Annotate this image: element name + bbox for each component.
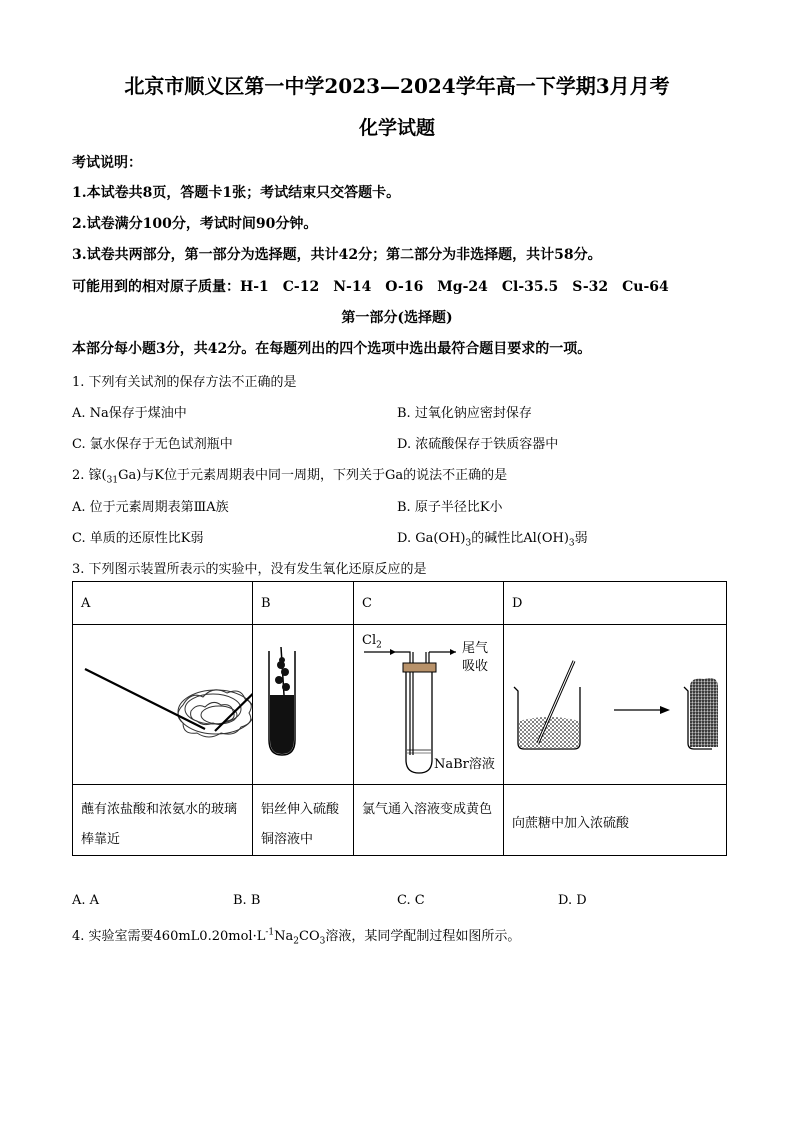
figure-c-cell — [354, 625, 504, 785]
table-header-d: D — [504, 582, 727, 625]
caption-d: 向蔗糖中加入浓硫酸 — [504, 785, 727, 856]
caption-c: 氯气通入溶液变成黄色 — [354, 785, 504, 856]
q1-option-b: B. 过氧化钠应密封保存 — [397, 406, 532, 421]
q2-option-c: C. 单质的还原性比K弱 — [72, 531, 204, 546]
q2-stem: 2. 镓$(_{31}Ga)$与K位于元素周期表中同一周期，下列关于Ga的说法不正确的是 — [72, 468, 508, 486]
table-header-a: A — [73, 582, 253, 625]
q2-option-a: A. 位于元素周期表第ⅢA族 — [72, 500, 229, 515]
instruction-item: 2.试卷满分100分，考试时间90分钟。 — [72, 216, 318, 232]
part1-intro: 本部分每小题3分，共42分。在每题列出的四个选项中选出最符合题目要求的一项。 — [72, 341, 592, 357]
q3-stem: 3. 下列图示装置所表示的实验中，没有发生氧化还原反应的是 — [72, 562, 427, 577]
cl2-label: $Cl_2$ — [362, 633, 382, 651]
q3-option-d: D. D — [558, 893, 587, 908]
nabr-label: NaBr溶液 — [434, 757, 495, 772]
caption-b: 铝丝伸入硫酸铜溶液中 — [253, 785, 354, 856]
instruction-item: 1.本试卷共8页，答题卡1张；考试结束只交答题卡。 — [72, 185, 401, 201]
tail-gas-label: 尾气 — [462, 641, 489, 656]
q1-option-a: A. Na保存于煤油中 — [72, 406, 187, 421]
q2-option-d: D. $Ga(OH)_3$的碱性比$Al(OH)_3$弱 — [397, 531, 588, 549]
q3-option-b: B. B — [233, 893, 261, 908]
figure-a-cell — [73, 625, 253, 785]
instruction-item: 3.试卷共两部分，第一部分为选择题，共计42分；第二部分为非选择题，共计58分。 — [72, 247, 602, 263]
part1-title: 第一部分(选择题) — [341, 310, 453, 326]
exam-subtitle: 化学试题 — [358, 117, 435, 139]
q1-stem: 1. 下列有关试剂的保存方法不正确的是 — [72, 375, 297, 390]
caption-a: 蘸有浓盐酸和浓氨水的玻璃棒靠近 — [73, 785, 253, 856]
q4-stem: 4. 实验室需要$460mL0.20mol\cdot L^{-1}Na_2CO_3$溶液，某同学配制过程如图所示。 — [72, 927, 521, 947]
q1-option-c: C. 氯水保存于无色试剂瓶中 — [72, 437, 233, 452]
q3-option-a: A. A — [72, 893, 100, 908]
figure-b-cell — [253, 625, 354, 785]
figure-d-cell — [504, 625, 727, 785]
atomic-masses: 可能用到的相对原子质量：H-1 C-12 N-14 O-16 Mg-24 Cl-35.5 S-32 Cu-64 — [72, 279, 669, 295]
instructions-heading: 考试说明： — [72, 155, 142, 171]
q1-option-d: D. 浓硫酸保存于铁质容器中 — [397, 437, 559, 452]
experiment-table — [72, 581, 727, 856]
q3-option-c: C. C — [397, 893, 425, 908]
exam-title: 北京市顺义区第一中学2023—2024学年高一下学期3月月考 — [124, 74, 670, 98]
table-header-b: B — [253, 582, 354, 625]
absorb-label: 吸收 — [462, 659, 489, 674]
sucrose-dehydration-figure — [504, 625, 726, 780]
test-tube-figure — [253, 625, 353, 780]
glass-rods-figure — [73, 625, 252, 780]
table-header-c: C — [354, 582, 504, 625]
q2-option-b: B. 原子半径比K小 — [397, 500, 503, 515]
